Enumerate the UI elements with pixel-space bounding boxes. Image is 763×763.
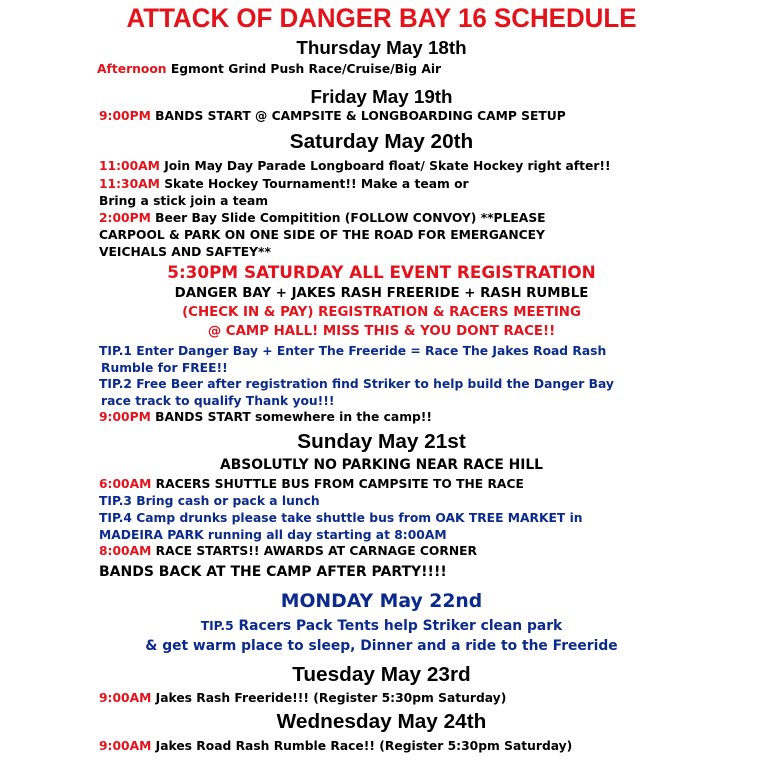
sunday-item-2-text: RACE STARTS!! AWARDS AT CARNAGE CORNER [155, 544, 478, 558]
tuesday-heading: Tuesday May 23rd [292, 663, 471, 686]
sunday-item-2-time: 8:00AM [99, 544, 152, 558]
sunday-afterparty: BANDS BACK AT THE CAMP AFTER PARTY!!!! [99, 564, 447, 580]
sunday-item-1-time: 6:00AM [99, 477, 152, 491]
registration-events: DANGER BAY + JAKES RASH FREERIDE + RASH RUMBLE [174, 286, 589, 301]
saturday-item-2-continued: Bring a stick join a team [99, 194, 269, 208]
tip-1-line-2: Rumble for FREE!! [101, 361, 228, 375]
saturday-item-4-time: 9:00PM [99, 410, 151, 424]
saturday-item-3-text: Beer Bay Slide Compitition (FOLLOW CONVOY) **PLEASE [155, 211, 546, 225]
friday-item [99, 110, 566, 122]
tip-1-line-1: TIP.1 Enter Danger Bay + Enter The Freeride = Race The Jakes Road Rash [99, 344, 607, 358]
saturday-item-3-time: 2:00PM [99, 211, 151, 225]
thursday-item [97, 63, 441, 75]
saturday-item-1-text: Join May Day Parade Longboard float/ Skate Hockey right after!! [164, 159, 611, 173]
tip-5-label: TIP.5 [200, 619, 234, 633]
saturday-item-4 [99, 411, 432, 423]
saturday-item-2 [99, 178, 469, 190]
registration-line-2: @ CAMP HALL! MISS THIS & YOU DONT RACE!! [207, 324, 556, 339]
saturday-item-3-continued-2: VEICHALS AND SAFTEY** [99, 245, 271, 259]
tip-5-line-1 [0, 620, 763, 634]
tip-3: TIP.3 Bring cash or pack a lunch [99, 494, 320, 508]
saturday-item-2-time: 11:30AM [99, 177, 160, 191]
tuesday-item-text: Jakes Rash Freeride!!! (Register 5:30pm Saturday) [155, 691, 507, 705]
tip-4-line-1: TIP.4 Camp drunks please take shuttle bus from OAK TREE MARKET in [99, 511, 583, 525]
tuesday-item [99, 692, 506, 704]
saturday-item-3-continued-1: CARPOOL & PARK ON ONE SIDE OF THE ROAD FOR EMERGANCEY [99, 228, 545, 242]
thursday-heading: Thursday May 18th [296, 37, 467, 58]
monday-heading: MONDAY May 22nd [280, 591, 483, 612]
thursday-item-text: Egmont Grind Push Race/Cruise/Big Air [170, 62, 442, 76]
wednesday-item-text: Jakes Road Rash Rumble Race!! (Register 5:30pm Saturday) [155, 739, 573, 753]
tip-5-line-2: & get warm place to sleep, Dinner and a ride to the Freeride [145, 638, 618, 654]
wednesday-item-time: 9:00AM [99, 739, 152, 753]
sunday-heading: Sunday May 21st [297, 430, 466, 453]
friday-item-text: BANDS START @ CAMPSITE & LONGBOARDING CAMP SETUP [155, 109, 566, 123]
tip-2-line-2: race track to qualify Thank you!!! [101, 394, 335, 408]
tip-2-line-1: TIP.2 Free Beer after registration find Striker to help build the Danger Bay [99, 377, 614, 391]
sunday-item-1 [99, 478, 524, 490]
thursday-item-time: Afternoon [97, 62, 167, 76]
saturday-heading: Saturday May 20th [289, 130, 474, 153]
sunday-item-1-text: RACERS SHUTTLE BUS FROM CAMPSITE TO THE RACE [155, 477, 524, 491]
tip-5-text: Racers Pack Tents help Striker clean park [238, 618, 563, 634]
tuesday-item-time: 9:00AM [99, 691, 152, 705]
wednesday-item [99, 740, 572, 752]
saturday-item-1 [99, 160, 611, 172]
tip-4-line-2: MADEIRA PARK running all day starting at 8:00AM [99, 528, 447, 542]
saturday-item-2-text: Skate Hockey Tournament!! Make a team or [164, 177, 469, 191]
saturday-item-1-time: 11:00AM [99, 159, 160, 173]
sunday-item-2 [99, 545, 477, 557]
sunday-notice: ABSOLUTLY NO PARKING NEAR RACE HILL [219, 457, 544, 473]
registration-line-1: (CHECK IN & PAY) REGISTRATION & RACERS MEETING [182, 305, 581, 320]
saturday-item-3 [99, 212, 546, 224]
friday-heading: Friday May 19th [310, 86, 453, 107]
registration-heading: 5:30PM SATURDAY ALL EVENT REGISTRATION [167, 262, 596, 282]
saturday-item-4-text: BANDS START somewhere in the camp!! [155, 410, 433, 424]
poster-title: ATTACK OF DANGER BAY 16 SCHEDULE [126, 3, 637, 33]
friday-item-time: 9:00PM [99, 109, 151, 123]
wednesday-heading: Wednesday May 24th [276, 710, 487, 733]
